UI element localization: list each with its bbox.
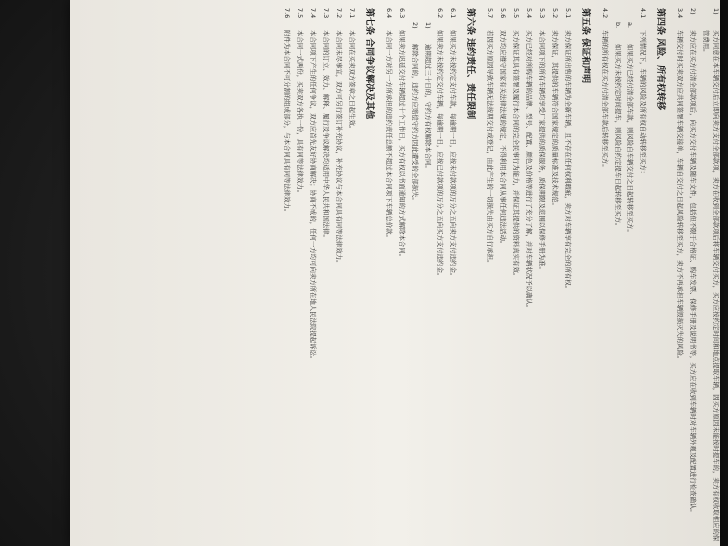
clause-number: 5.1 bbox=[563, 8, 572, 19]
clause-text: 如果卖方迟延交付车辆超过十个工作日，买方有权以书面通知的方式解除本合同。 bbox=[397, 30, 406, 261]
clause-row bbox=[562, 8, 572, 544]
sub-clause-text: 逾期超过三十日的，守约方有权解除本合同。 bbox=[423, 44, 432, 172]
sub-clause-text: 如果买方已经付清全部车款，则风险自车辆交付之日起转移至买方。 bbox=[626, 44, 635, 236]
clause-row bbox=[700, 8, 720, 544]
clause-text: 车辆交付时买卖双方应共同签署车辆交接单，车辆自交付之日起风险转移至买方，卖方不再承担车辆毁损灭失的风险。 bbox=[676, 30, 685, 363]
sub-clause-row bbox=[625, 22, 635, 544]
contract-section bbox=[674, 8, 720, 544]
sub-clause-row bbox=[409, 22, 419, 544]
clause-text: 本合同一式两份，买卖双方各执一份，具有同等法律效力。 bbox=[296, 30, 305, 197]
clause-row bbox=[396, 8, 406, 544]
sub-clause-row bbox=[422, 22, 432, 544]
clause-number: 1) bbox=[712, 8, 720, 15]
section-heading: 第七条 合同争议解决及其他 bbox=[363, 8, 374, 120]
contract-section bbox=[281, 8, 374, 544]
clause-text: 卖方保证，其提供的车辆符合国家规定的质量标准及技术规范。 bbox=[550, 30, 559, 209]
clause-text: 卖方保证所出售的车辆为全新车辆，且不存在任何权利瑕疵，卖方对车辆享有完全的所有权。 bbox=[563, 30, 572, 293]
clause-row bbox=[435, 8, 445, 544]
sub-clause-number: b. bbox=[613, 22, 622, 29]
clause-row bbox=[294, 8, 304, 544]
clause-text: 本合同项下的所有车辆均享受厂家提供的质保服务，质保期限及范围以保修手册为准。 bbox=[537, 30, 546, 273]
clause-text: 买方保证其具有签署及履行本合同的完全民事行为能力，并保证其提供的资料真实有效。 bbox=[512, 30, 521, 280]
clause-number: 5.4 bbox=[524, 8, 533, 19]
clause-text: 本合同的订立、效力、解释、履行及争议解决均适用中华人民共和国法律。 bbox=[322, 30, 331, 241]
clause-row bbox=[383, 8, 393, 544]
clause-text: 如果卖方未按约定交付车辆，每逾期一日，应按已付款项的万分之五向买方支付违约金。 bbox=[436, 30, 445, 280]
clause-row bbox=[637, 8, 647, 544]
clause-text: 双方均应遵守国家有关法律法规的规定，不得利用本合同从事任何违法活动。 bbox=[499, 30, 508, 248]
clause-text: 本合同在买卖双方签章之日起生效。 bbox=[347, 30, 356, 133]
clause-text: 买方已经对所购车辆的品牌、型号、配置、颜色及价格等进行了充分了解，并对车辆状况予以确认。 bbox=[524, 30, 533, 312]
clause-number: 6.3 bbox=[397, 8, 406, 19]
clause-number: 5.7 bbox=[486, 8, 495, 19]
rotated-contract-text bbox=[90, 8, 720, 544]
clause-row bbox=[320, 8, 330, 544]
clause-number: 5.2 bbox=[550, 8, 559, 19]
contract-section bbox=[484, 8, 590, 544]
clause-text: 下列情况下，车辆的风险及所有权自动转移至买方： bbox=[639, 30, 648, 177]
clause-row bbox=[536, 8, 546, 544]
clause-text: 附件为本合同不可分割的组成部分，与本合同具有同等法律效力。 bbox=[283, 30, 292, 216]
sub-clause-text: 解除合同的，违约方应赔偿守约方因此遭受的全部损失。 bbox=[410, 44, 419, 204]
clause-row bbox=[333, 8, 343, 544]
sub-clause-text: 如果买方未按约定时间提车，则风险自约定提车日起转移至买方。 bbox=[613, 44, 622, 230]
clause-row bbox=[447, 8, 457, 544]
clause-text: 如果买方未按约定支付车款，每逾期一日，应按未付款项的万分之五向卖方支付违约金。 bbox=[449, 30, 458, 280]
clause-number: 5.5 bbox=[512, 8, 521, 19]
clause-row bbox=[281, 8, 291, 544]
clause-number: 5.6 bbox=[499, 8, 508, 19]
clause-number: 5.3 bbox=[537, 8, 546, 19]
clause-row bbox=[307, 8, 317, 544]
clause-row bbox=[599, 8, 609, 544]
clause-number: 3.4 bbox=[676, 8, 685, 19]
clause-text: 卖方应在买方付清全部款项后，向买方交付车辆及随车文件，包括但不限于合格证、购车发票、保修手册及说明书等，买方应在收到车辆时对车辆外观及配置进行检查确认。 bbox=[689, 30, 698, 516]
clause-text: 买方同意在本车辆交付后立即向卖方支付全部款项，卖方在收到全部款项后将车辆交付买方，买方应按约定时间和地点提取车辆，因买方原因未能按时提车的，卖方有权收取相应的保管费用。 bbox=[702, 30, 720, 542]
clause-number: 7.4 bbox=[309, 8, 318, 19]
clause-number: 7.2 bbox=[334, 8, 343, 19]
clause-number: 6.1 bbox=[449, 8, 458, 19]
clause-text: 车辆的所有权在买方付清全部车款后转移至买方。 bbox=[600, 30, 609, 171]
clause-number: 4.2 bbox=[600, 8, 609, 19]
clause-number: 7.1 bbox=[347, 8, 356, 19]
clause-number: 4.1 bbox=[639, 8, 648, 19]
sub-clause-number: a. bbox=[626, 22, 635, 28]
clause-row bbox=[484, 8, 494, 544]
clause-text: 本合同项下产生的任何争议，双方应首先友好协商解决；协商不成的，任何一方均可向卖方所在地人民法院提起诉讼。 bbox=[309, 30, 318, 363]
paper-sheet bbox=[70, 0, 720, 546]
clause-number: 7.5 bbox=[296, 8, 305, 19]
sub-clause-number: 1) bbox=[423, 22, 432, 29]
section-heading: 第五条 保证和声明 bbox=[579, 8, 590, 84]
clause-number: 6.2 bbox=[436, 8, 445, 19]
clause-row bbox=[510, 8, 520, 544]
clause-text: 本合同一方对另一方所承担的违约责任总额不超过本合同项下车辆总价款。 bbox=[384, 30, 393, 241]
clause-row bbox=[674, 8, 684, 544]
section-heading: 第四条 风险、所有权转移 bbox=[655, 8, 666, 111]
clause-number: 7.3 bbox=[322, 8, 331, 19]
clause-number: 2) bbox=[689, 8, 698, 15]
section-heading: 第六条 违约责任、责任限制 bbox=[465, 8, 476, 120]
sub-clause-number: 2) bbox=[410, 22, 419, 29]
clause-row bbox=[346, 8, 356, 544]
clause-row bbox=[687, 8, 697, 544]
clause-number: 7.6 bbox=[283, 8, 292, 19]
clause-row bbox=[523, 8, 533, 544]
sub-clause-row bbox=[612, 22, 622, 544]
contract-section bbox=[383, 8, 476, 544]
clause-row bbox=[497, 8, 507, 544]
clause-text: 本合同未尽事宜，双方可另行签订补充协议，补充协议与本合同具有同等法律效力。 bbox=[334, 30, 343, 267]
contract-section bbox=[599, 8, 667, 544]
clause-number: 6.4 bbox=[384, 8, 393, 19]
clause-row bbox=[549, 8, 559, 544]
clause-text: 若因买方原因导致车辆无法按期交付或登记，由此产生的一切损失由买方自行承担。 bbox=[486, 30, 495, 267]
